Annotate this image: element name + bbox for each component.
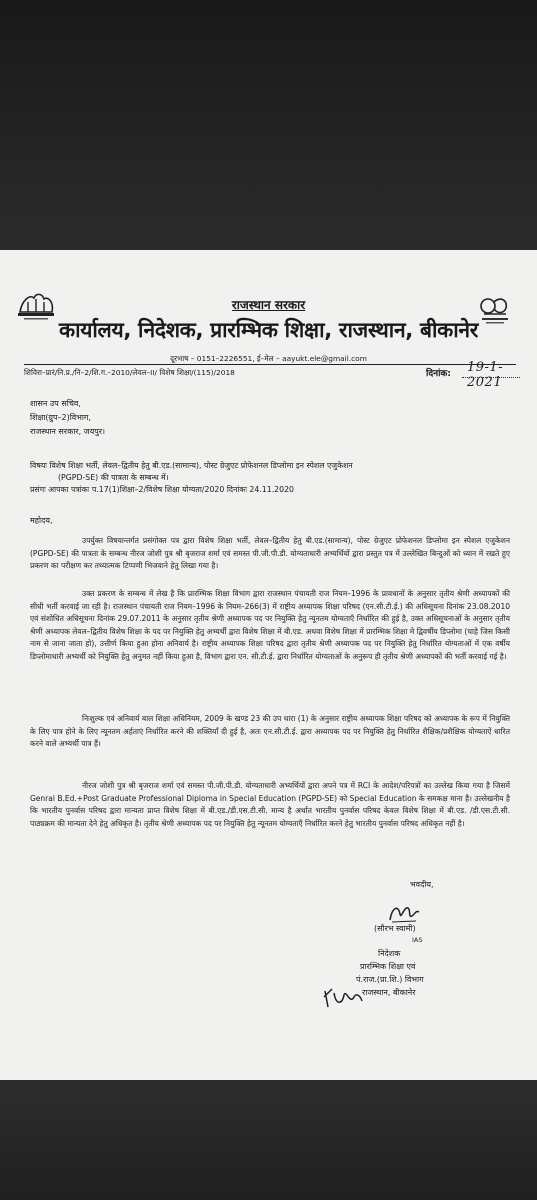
- header-rule: [24, 364, 516, 365]
- date-underline: [462, 377, 520, 378]
- letter-page: [0, 250, 537, 1080]
- salutation: महोदय,: [30, 516, 53, 525]
- designation-line-1: निदेशक: [378, 949, 401, 958]
- date-label: दिनांक:: [426, 369, 451, 379]
- reference-number: शिविरा–प्रारं/नि.प्र./नि–2/शि.ग.–2010/लेवल–II/ विशेष शिक्षा/(115)/2018: [24, 368, 235, 377]
- initials-signature: [322, 983, 366, 1011]
- subject-line-2: (PGPD-SE) की पात्रता के सम्बन्ध में।: [58, 473, 169, 482]
- top-background-band: [0, 0, 537, 250]
- signatory-name: (सौरभ स्वामी): [374, 924, 416, 933]
- designation-line-2: प्रारम्भिक शिक्षा एवं: [360, 962, 416, 971]
- subject-reference: प्रसंगः आपका पत्रांकः प.17(1)शिक्षा–2/विशेष शिक्षा योग्यता/2020 दिनांकः 24.11.2020: [30, 485, 295, 494]
- contact-line: दूरभाष – 0151–2226551, ई–मेल – aayukt.ele@gmail.com: [170, 354, 367, 363]
- paragraph-3: निःशुल्क एवं अनिवार्य बाल शिक्षा अधिनियम, 2009 के खण्ड 23 की उप धारा (1) के अनुसार राष्ट्रीय अध्यापक शिक्षा परिषद को अध्यापक के रूप में नियुक्ति के लिए पात्र होने के लिए न्यूनतम अर्हताएं निर्धारित करने की शक्तियाँ दी हुई है, अतः एन.सी.टी.ई. द्वारा अध्यापक पद पर नियुक्ति हेतु निर्धारित शैक्षिक/प्रशैक्षिक योग्यताऐं धारित करने वाले अभ्यर्थी पात्र हैं।: [30, 714, 510, 749]
- subject-line-1: विषयः विशेष शिक्षा भर्ती, लेवल–द्वितीय हेतु बी.एड.(सामान्य), पोस्ट ग्रेजुएट प्रोफेशनल डिप्लोमा इन स्पेशल एजुकेशन: [30, 461, 353, 470]
- office-title: कार्यालय, निदेशक, प्रारम्भिक शिक्षा, राजस्थान, बीकानेर: [58, 318, 479, 342]
- bottom-background-band: [0, 1080, 537, 1200]
- paragraph-4: नीरज जोशी पुत्र श्री बृजराज शर्मा एवं समस्त पी.जी.पी.डी. योग्यताधारी अभ्यर्थियों द्वारा अपने पत्र में RCI के आदेश/परिपत्रों का उल्लेख किया गया है जिसमें Genral B.Ed.+Post Graduate Professional Diploma in Special Education (PGPD-SE) को Special Education के समकक्ष माना है। उल्लेखनीय है कि भारतीय पुनर्वास परिषद द्वारा मान्यता प्राप्त विशेष शिक्षा में बी.एड./डी.एस.टी.सी. मान्य है अर्थात भारतीय पुनर्वास परिषद केवल विशेष शिक्षा में बी.एड. /डी.एस.टी.सी. पाठ्यक्रम की मान्यता देने हेतु अधिकृत है। तृतीय श्रेणी अध्यापक पद पर नियुक्ति हेतु न्यूनतम योग्यताएँ निर्धारित करने हेतु भारतीय पुनर्वास परिषद अधिकृत नहीं है।: [30, 781, 510, 828]
- paragraph-1: उपर्युक्त विषयान्तर्गत प्रसंगोक्त पत्र द्वारा विशेष शिक्षा भर्ती, लेवल–द्वितीय हेतु बी.एड.(सामान्य), पोस्ट ग्रेजुएट प्रोफेशनल डिप्लोमा इन स्पेशल एजुकेशन (PGPD-SE) की पात्रता के सम्बन्ध नीरज जोशी पुत्र श्री बृजराज शर्मा एवं समस्त पी.जी.पी.डी. योग्यताधारी अभ्यर्थियों द्वारा प्रस्तुत पत्र में उल्लेखित बिन्दुओं को ध्यान में रखते हुए प्रकरण का परीक्षण कर तथ्यात्मक टिप्पणी भिजवाने हेतु लिखा गया है।: [30, 536, 510, 571]
- paragraph-2: उक्त प्रकरण के सम्बन्ध में लेख है कि प्रारम्भिक शिक्षा विभाग द्वारा राजस्थान पंचायती राज नियम–1996 के प्रावधानों के अनुसार तृतीय श्रेणी अध्यापकों की सीधी भर्ती करवाई जा रही है। राजस्थान पंचायती राज नियम–1996 के नियम–266(3) में राष्ट्रीय अध्यापक शिक्षा परिषद (एन.सी.टी.ई.) की अधिसूचना दिनांक 23.08.2010 एवं संशोधित अधिसूचना दिनांक 29.07.2011 के अनुसार तृतीय श्रेणी अध्यापक पद पर नियुक्ति हेतु न्यूनतम योग्यताएँ निर्धारित की हुई है, उक्त अधिसूचनाओं के अनुसार तृतीय श्रेणी अध्यापक लेवल–द्वितीय विशेष शिक्षा के पद पर नियुक्ति हेतु अभ्यर्थी द्वारा विशेष शिक्षा में बी.एड. अथवा विशेष शिक्षा में प्रारम्भिक शिक्षा मे द्विवर्षीय डिप्लोमा (चाहे जिस किसी नाम से जाना जाता हो), उत्तीर्ण किया हुआ होना अनिवार्य है। राष्ट्रीय अध्यापक शिक्षा परिषद द्वारा तृतीय श्रेणी अध्यापक पद पर नियुक्ति हेतु निर्धारित योग्यताओं में एक वर्षीय डिप्लोमाधारी अभ्यर्थी को नियुक्ति हेतु अनुमत नहीं किया हुआ है, विभाग द्वारा एन. सी.टी.ई. द्वारा निर्धारित योग्यताओं के अनुरूप ही तृतीय श्रेणी अध्यापकों की भर्ती करवाई गई है।: [30, 589, 510, 661]
- government-title: राजस्थान सरकार: [231, 298, 306, 312]
- signatory-service: IAS: [412, 936, 423, 944]
- designation-line-3: पं.राज.(प्रा.शि.) विभाग: [356, 975, 424, 984]
- handwritten-date: 19-1-2021: [467, 360, 504, 390]
- closing-regards: भवदीय,: [410, 880, 434, 889]
- addressee-line-1: शासन उप सचिव,: [30, 399, 81, 408]
- designation-line-4: राजस्थान, बीकानेर: [362, 988, 416, 997]
- addressee-line-3: राजस्थान सरकार, जयपुर।: [30, 427, 106, 436]
- addressee-line-2: शिक्षा(ग्रुप–2)विभाग,: [30, 413, 91, 422]
